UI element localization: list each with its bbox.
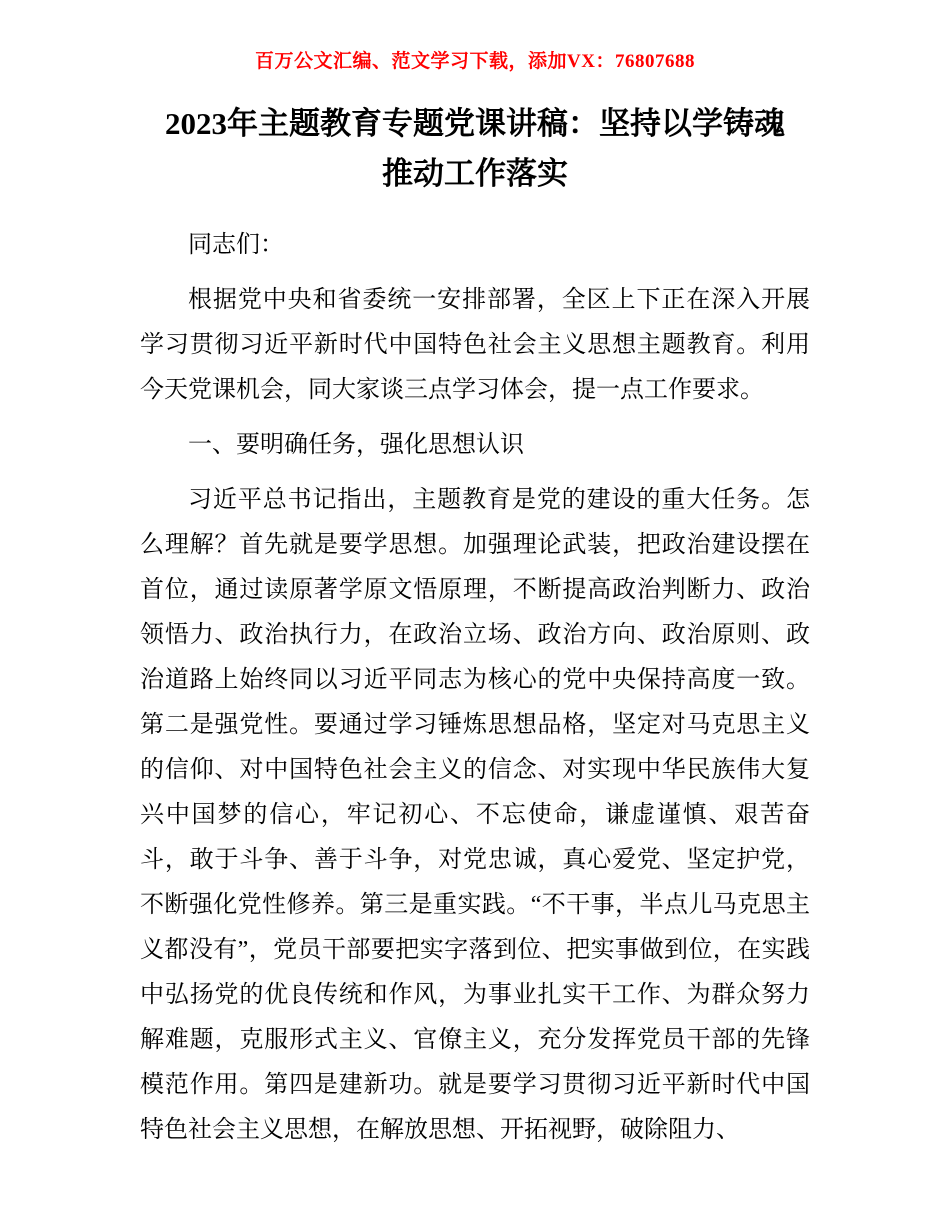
paragraph-salutation: 同志们：: [188, 232, 284, 258]
paragraph-section-heading: 一、要明确任务，强化思想认识: [188, 432, 524, 458]
promo-notice: 百万公文汇编、范文学习下载，添加VX：76807688: [255, 51, 695, 72]
paragraph-section-content: 习近平总书记指出，主题教育是党的建设的重大任务。怎么理解？首先就是要学思想。加强理论武装，把政治建设摆在首位，通过读原著学原文悟原理，不断提高政治判断力、政治领悟力、政治执行力，在政治立场、政治方向、政治原则、政治道路上始终同以习近平同志为核心的党中央保持高度一致。第二是强党性。要通过学习锤炼思想品格，坚定对马克思主义的信仰、对中国特色社会主义的信念、对实现中华民族伟大复兴中国梦的信心，牢记初心、不忘使命，谦虚谨慎、艰苦奋斗，敢于斗争、善于斗争，对党忠诚，真心爱党、坚定护党，不断强化党性修养。第三是重实践。“不干事，半点儿马克思主义都没有”，党员干部要把实字落到位、把实事做到位，在实践中弘扬党的优良传统和作风，为事业扎实干工作、为群众努力解难题，克服形式主义、官僚主义，充分发挥党员干部的先锋模范作用。第四是建新功。就是要学习贯彻习近平新时代中国特色社会主义思想，在解放思想、开拓视野，破除阻力、: [140, 487, 810, 1143]
document-title: [140, 99, 810, 199]
document-title-line-1: 2023年主题教育专题党课讲稿：坚持以学铸魂: [165, 106, 785, 141]
document-body: [140, 223, 810, 1153]
paragraph-intro: 根据党中央和省委统一安排部署，全区上下正在深入开展学习贯彻习近平新时代中国特色社会主义思想主题教育。利用今天党课机会，同大家谈三点学习体会，提一点工作要求。: [140, 287, 810, 403]
document-title-line-2: 推动工作落实: [382, 156, 568, 191]
